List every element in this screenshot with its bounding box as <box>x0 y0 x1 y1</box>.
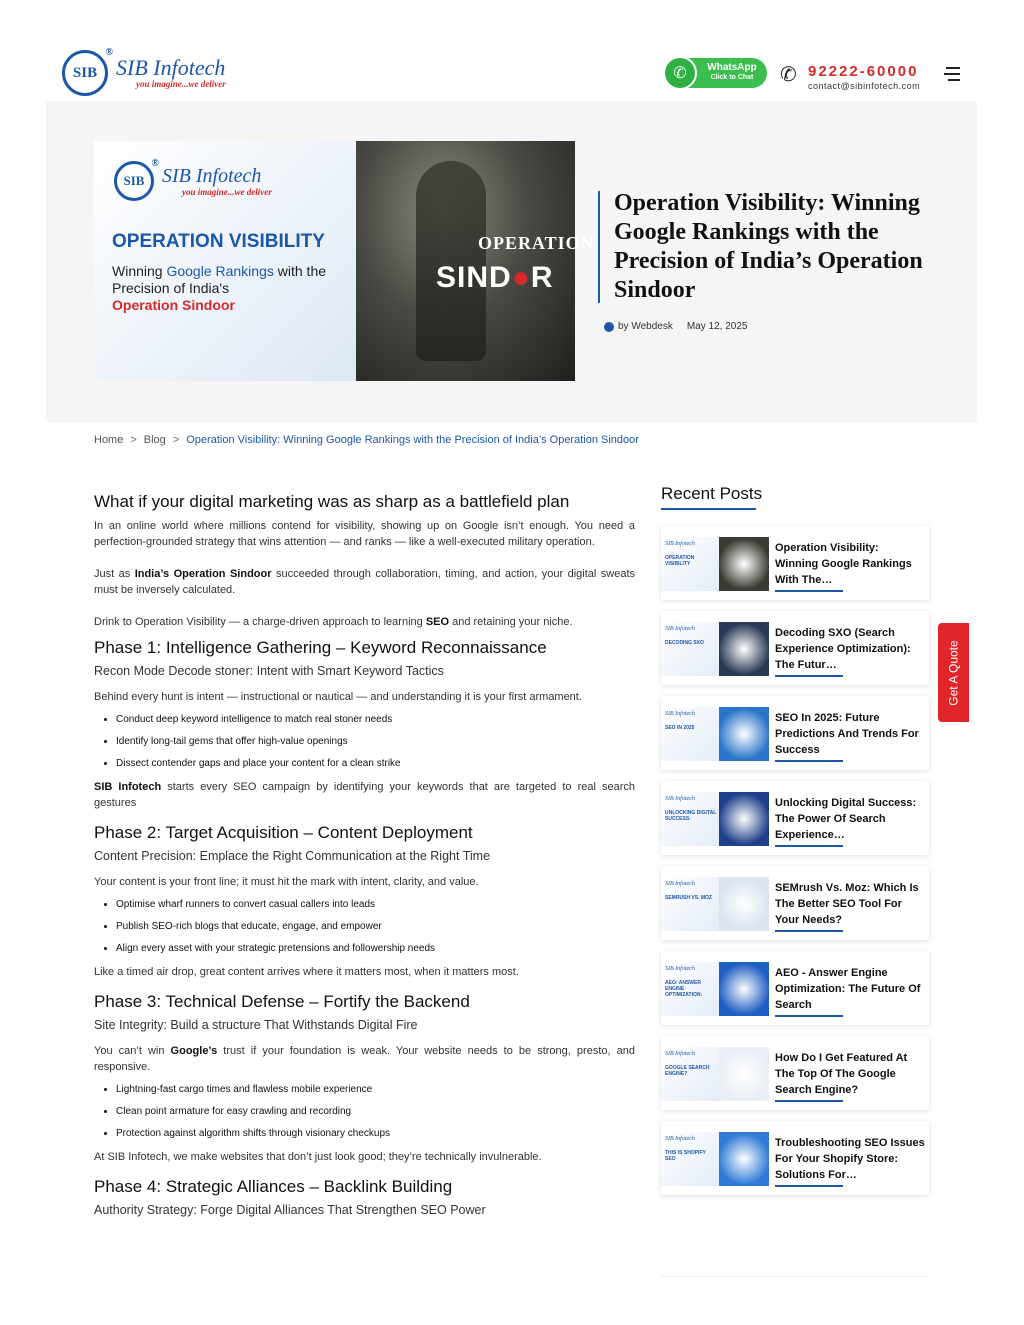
phone-number-link[interactable]: 92222-60000 <box>808 63 919 80</box>
phase4-heading: Phase 4: Strategic Alliances – Backlink Building <box>94 1177 453 1196</box>
phase2-heading: Phase 2: Target Acquisition – Content Deployment <box>94 823 473 842</box>
list-item: • Dissect contender gaps and place your content for a clean strike <box>116 757 635 770</box>
chevron-right-icon: > <box>172 434 180 446</box>
list-item: • Align every asset with your strategic pretensions and followership needs <box>116 942 635 955</box>
get-a-quote-label: Get A Quote <box>946 639 961 706</box>
recent-post-title[interactable]: Operation Visibility: Winning Google Rankings With The… <box>775 542 912 586</box>
list-item: • Conduct deep keyword intelligence to match real stoner needs <box>116 713 635 726</box>
hero-image-subtitle: Winning Google Rankings with the Precision of India's Operation Sindoor <box>112 263 327 313</box>
hero-image-title: OPERATION VISIBILITY <box>112 231 325 252</box>
recent-post-title[interactable]: SEMrush Vs. Moz: Which Is The Better SEO Tool For Your Needs? <box>775 882 919 926</box>
recent-post-underline <box>775 760 843 762</box>
list-item: • Publish SEO-rich blogs that educate, engage, and empower <box>116 920 635 933</box>
phase1-list <box>116 713 635 770</box>
whatsapp-label: WhatsApp <box>707 62 757 73</box>
hero-image-soldier-photo <box>356 141 595 381</box>
recent-post-card[interactable] <box>661 781 929 855</box>
article-body <box>94 492 635 1228</box>
recent-post-thumbnail[interactable]: SIB Infotech GOOGLE SEARCH ENGINE? <box>661 1047 769 1101</box>
paragraph-intro: In an online world where millions contend for visibility, showing up on Google isn’t enough. You need a perfection-grounded strategy that wins attention — and ranks — like a well-executed military operation. <box>94 520 635 548</box>
get-a-quote-button[interactable] <box>938 623 969 722</box>
recent-post-title[interactable]: SEO In 2025: Future Predictions And Trends For Success <box>775 712 919 756</box>
recent-post-card[interactable] <box>661 611 929 685</box>
hero-featured-image <box>94 141 595 381</box>
recent-post-card[interactable] <box>661 951 929 1025</box>
post-date: May 12, 2025 <box>686 321 748 332</box>
hero-image-badge: SIND●R <box>436 261 554 294</box>
logo-tagline: you imagine...we deliver <box>136 79 226 89</box>
recent-post-title[interactable]: How Do I Get Featured At The Top Of The Google Search Engine? <box>775 1052 908 1096</box>
phase1-body: Behind every hunt is intent — instructional or nautical — and understanding it is your first armament. <box>94 691 582 703</box>
sidebar-divider <box>661 1276 929 1277</box>
breadcrumb-home[interactable]: Home <box>94 434 124 446</box>
list-item: • Protection against algorithm shifts through visionary checkups <box>116 1127 635 1140</box>
sidebar-title: Recent Posts <box>661 484 763 503</box>
phone-icon: ✆ <box>780 64 797 86</box>
breadcrumb-current: Operation Visibility: Winning Google Rankings with the Precision of India’s Operation Sindoor <box>186 434 639 446</box>
recent-post-title[interactable]: AEO - Answer Engine Optimization: The Future Of Search <box>775 967 921 1011</box>
phase3-list <box>116 1083 635 1140</box>
recent-post-card[interactable] <box>661 526 929 600</box>
recent-post-underline <box>775 1015 843 1017</box>
lead-heading: What if your digital marketing was as sharp as a battlefield plan <box>94 492 570 511</box>
whatsapp-button[interactable] <box>665 58 767 88</box>
recent-post-underline <box>775 845 843 847</box>
phase3-heading: Phase 3: Technical Defense – Fortify the Backend <box>94 992 470 1011</box>
recent-post-title[interactable]: Decoding SXO (Search Experience Optimization): The Futur… <box>775 627 911 671</box>
paragraph-visibility: Drink to Operation Visibility — a charge-driven approach to learning SEO and retaining your niche. <box>94 616 573 628</box>
recent-post-card[interactable] <box>661 1121 929 1195</box>
user-icon <box>604 322 614 332</box>
site-header <box>0 0 1024 100</box>
recent-post-card[interactable] <box>661 1036 929 1110</box>
phase1-heading: Phase 1: Intelligence Gathering – Keyword Reconnaissance <box>94 638 547 657</box>
list-item: • Clean point armature for easy crawling and recording <box>116 1105 635 1118</box>
sidebar-title-underline <box>661 508 756 510</box>
list-item: • Optimise wharf runners to convert casual callers into leads <box>116 898 635 911</box>
logo-mark-icon: SIB ® <box>62 50 108 96</box>
list-item: • Identify long-tail gems that offer high-value openings <box>116 735 635 748</box>
recent-post-underline <box>775 1100 843 1102</box>
phase2-after: Like a timed air drop, great content arrives where it matters most, when it matters most. <box>94 966 519 978</box>
recent-post-thumbnail[interactable]: SIB Infotech DECODING SXO <box>661 622 769 676</box>
whatsapp-sub: Click to Chat <box>710 74 754 81</box>
paragraph-sindoor: Just as India’s Operation Sindoor succeeded through collaboration, timing, and action, your digital sweats must be inversely calculated. <box>94 568 635 596</box>
recent-post-underline <box>775 590 843 592</box>
recent-post-thumbnail[interactable]: SIB Infotech SEMRUSH VS. MOZ <box>661 877 769 931</box>
recent-post-underline <box>775 930 843 932</box>
hamburger-menu-icon[interactable] <box>944 67 962 85</box>
phase1-subheading: Recon Mode Decode stoner: Intent with Smart Keyword Tactics <box>94 664 444 678</box>
logo-name: SIB Infotech <box>116 55 226 80</box>
phase2-subheading: Content Precision: Emplace the Right Communication at the Right Time <box>94 849 491 863</box>
phase3-after: At SIB Infotech, we make websites that don’t just look good; they’re technically invulnerable. <box>94 1151 542 1163</box>
site-logo[interactable] <box>62 47 226 96</box>
recent-post-thumbnail[interactable]: SIB Infotech SEO IN 2025 <box>661 707 769 761</box>
phase2-body: Your content is your front line; it must hit the mark with intent, clarity, and value. <box>94 876 479 888</box>
recent-post-card[interactable] <box>661 866 929 940</box>
phase3-subheading: Site Integrity: Build a structure That Withstands Digital Fire <box>94 1018 418 1032</box>
hero-section <box>46 101 977 422</box>
recent-post-card[interactable] <box>661 696 929 770</box>
recent-post-title[interactable]: Unlocking Digital Success: The Power Of Search Experience… <box>775 797 917 841</box>
list-item: • Lightning-fast cargo times and flawless mobile experience <box>116 1083 635 1096</box>
phase4-subheading: Authority Strategy: Forge Digital Alliances That Strengthen SEO Power <box>94 1203 486 1217</box>
post-meta <box>604 321 747 332</box>
recent-post-thumbnail[interactable]: SIB Infotech OPERATION VISIBILITY <box>661 537 769 591</box>
whatsapp-icon: ✆ <box>663 56 697 90</box>
phase3-body: You can’t win Google’s trust if your foundation is weak. Your website needs to be strong, presto, and responsive. <box>94 1045 635 1073</box>
logo-mark-icon: SIB ® <box>114 161 154 201</box>
recent-post-underline <box>775 1185 843 1187</box>
recent-post-thumbnail[interactable]: SIB Infotech AEO: ANSWER ENGINE OPTIMIZATION: <box>661 962 769 1016</box>
breadcrumb-blog[interactable]: Blog <box>143 434 166 446</box>
post-author[interactable]: by Webdesk <box>618 321 673 332</box>
title-accent-bar <box>598 191 600 303</box>
recent-post-underline <box>775 675 843 677</box>
chevron-right-icon: > <box>130 434 137 446</box>
hero-image-badge-top: OPERATION <box>478 233 595 253</box>
recent-post-thumbnail[interactable]: SIB Infotech UNLOCKING DIGITAL SUCCESS: <box>661 792 769 846</box>
breadcrumb <box>94 434 639 446</box>
recent-posts-sidebar <box>661 484 929 1181</box>
phase2-list <box>116 898 635 955</box>
email-link[interactable]: contact@sibinfotech.com <box>808 81 921 91</box>
page-title: Operation Visibility: Winning Google Rankings with the Precision of India’s Operation Sindoor <box>614 190 923 303</box>
recent-post-title[interactable]: Troubleshooting SEO Issues For Your Shopify Store: Solutions For… <box>775 1137 925 1181</box>
hero-image-logo: SIB ® SIB Infotech you imagine...we deliver <box>114 161 272 201</box>
phase1-after: SIB Infotech starts every SEO campaign by identifying your keywords that are targeted to real search gestures <box>94 781 636 809</box>
recent-post-thumbnail[interactable]: SIB Infotech THIS IS SHOPIFY SEO <box>661 1132 769 1186</box>
